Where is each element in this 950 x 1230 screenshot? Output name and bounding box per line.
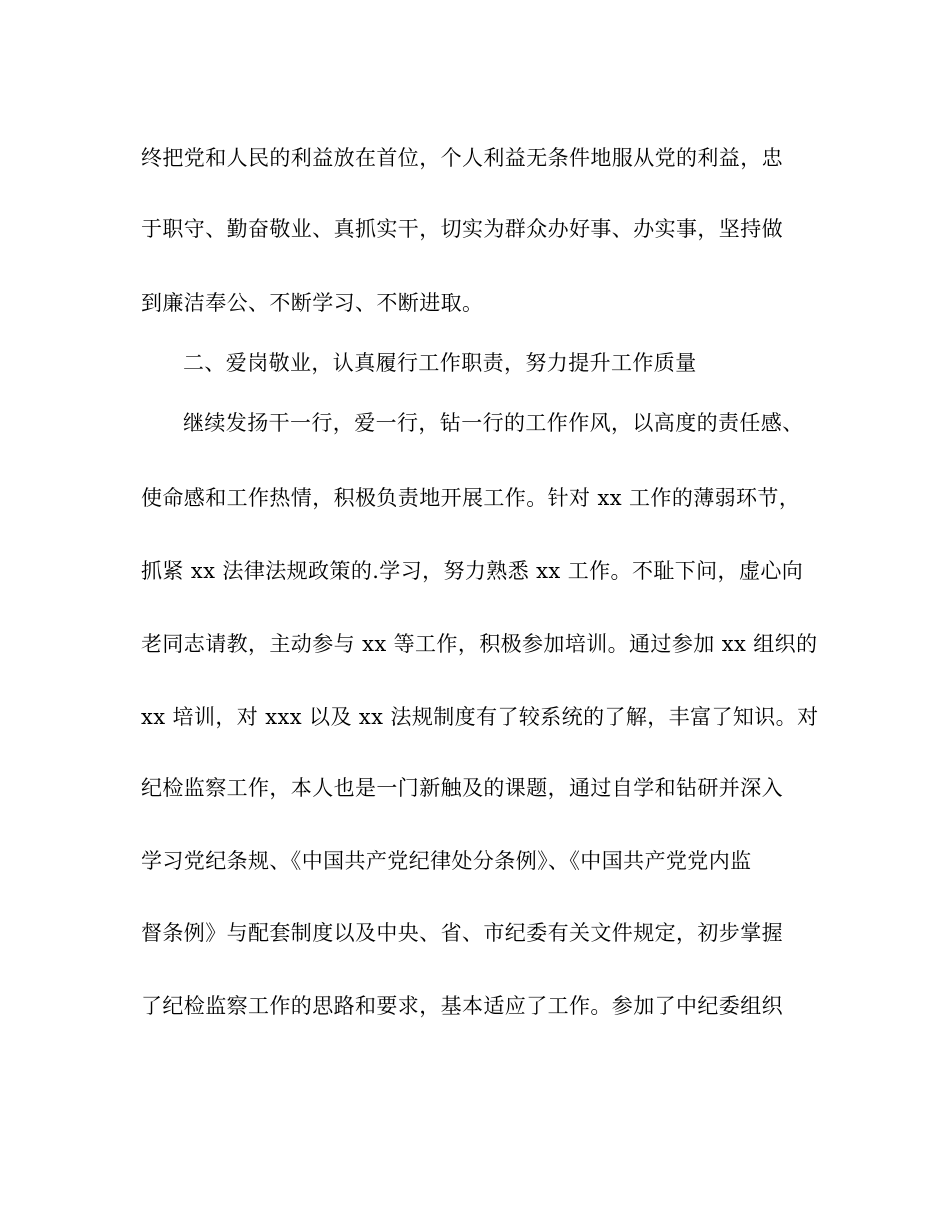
- paragraph-line: 督条例》与配套制度以及中央、省、市纪委有关文件规定，初步掌握: [141, 921, 783, 945]
- paragraph-line: 终把党和人民的利益放在首位，个人利益无条件地服从党的利益，忠: [141, 146, 783, 170]
- paragraph-line: 到廉洁奉公、不断学习、不断进取。: [141, 291, 484, 315]
- paragraph-line: 继续发扬干一行，爱一行，钻一行的工作作风，以高度的责任感、: [183, 411, 804, 435]
- paragraph-line: 使命感和工作热情，积极负责地开展工作。针对 xx 工作的薄弱环节，: [141, 486, 801, 510]
- paragraph-line: 纪检监察工作，本人也是一门新触及的课题，通过自学和钻研并深入: [141, 776, 783, 800]
- section-heading: 二、爱岗敬业，认真履行工作职责，努力提升工作质量: [183, 351, 697, 375]
- paragraph-line: 老同志请教，主动参与 xx 等工作，积极参加培训。通过参加 xx 组织的: [141, 632, 818, 656]
- paragraph-line: 抓紧 xx 法律法规政策的.学习，努力熟悉 xx 工作。不耻下问，虚心向: [141, 559, 804, 583]
- paragraph-line: 于职守、勤奋敬业、真抓实干，切实为群众办好事、办实事，坚持做: [141, 217, 783, 241]
- paragraph-line: 学习党纪条规、《中国共产党纪律处分条例》、《中国共产党党内监: [141, 849, 752, 873]
- paragraph-line: xx 培训，对 xxx 以及 xx 法规制度有了较系统的了解，丰富了知识。对: [141, 705, 819, 729]
- paragraph-line: 了纪检监察工作的思路和要求，基本适应了工作。参加了中纪委组织: [141, 994, 783, 1018]
